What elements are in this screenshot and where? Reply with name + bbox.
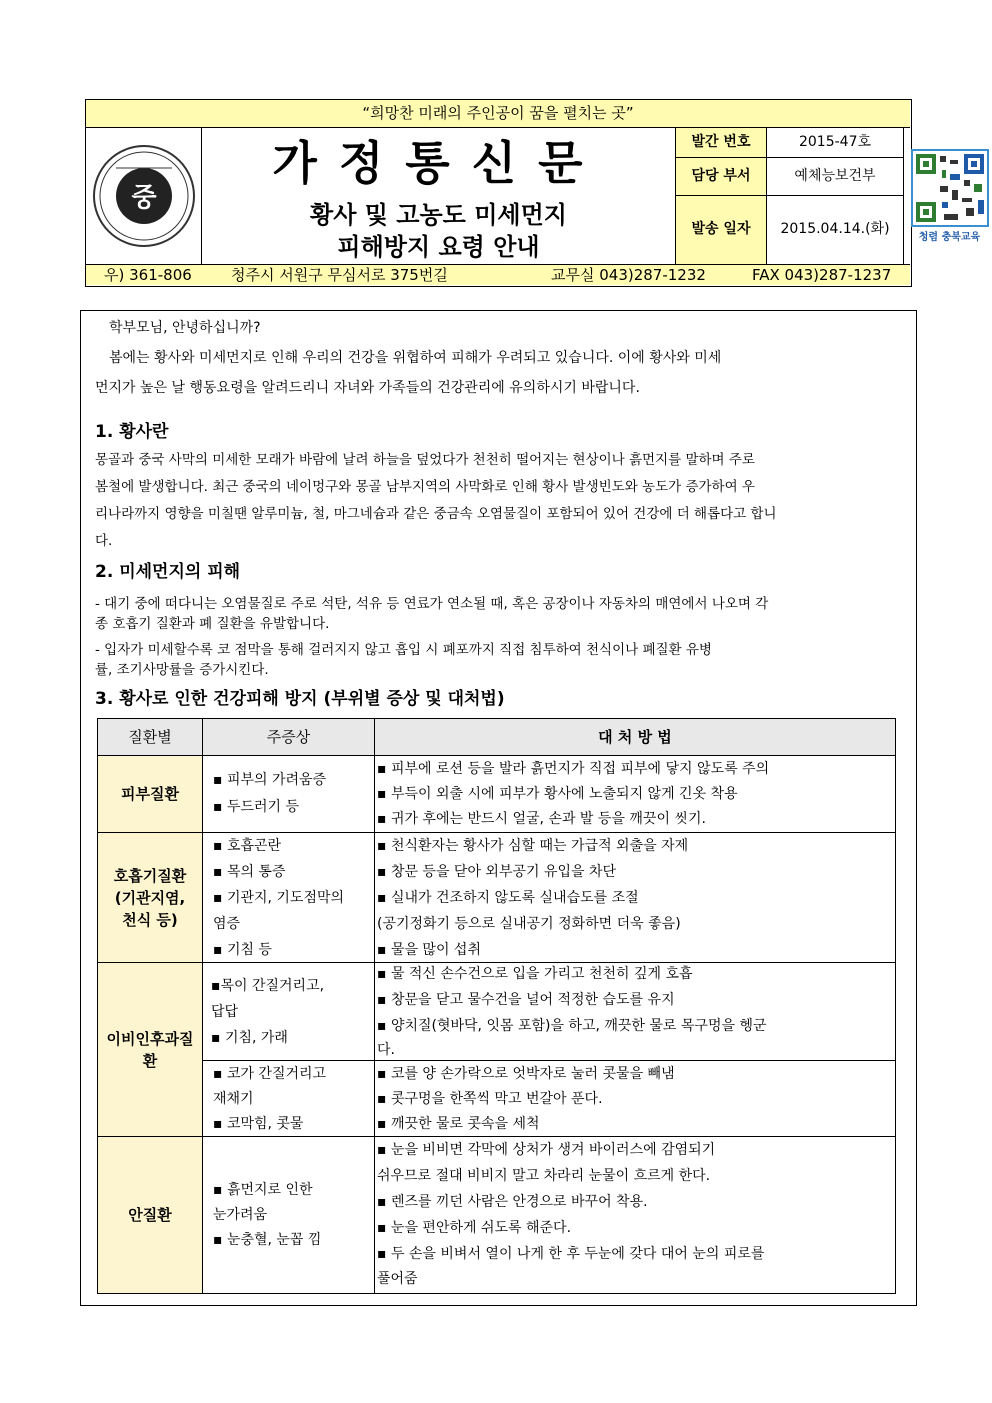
- action-item: ▪ 코를 양 손가락으로 엇박자로 눌러 콧물을 빼냄: [377, 1066, 675, 1082]
- symptom-item: ▪ 흙먼지로 인한: [213, 1182, 313, 1198]
- title-block: [202, 128, 676, 264]
- symptom-item: 답답: [211, 1004, 239, 1020]
- greeting: 학부모님, 안녕하십니까?: [109, 320, 261, 336]
- category-skin: 피부질환: [97, 755, 203, 833]
- postal-code: 우) 361-806: [104, 266, 192, 284]
- symptoms-respiratory: [202, 832, 375, 963]
- intro-line-2: 먼지가 높은 날 행동요령을 알려드리니 자녀와 가족들의 건강관리에 유의하시기 바랍니다.: [95, 380, 640, 396]
- symptom-item: ▪ 호흡곤란: [213, 838, 282, 854]
- department-label: 담당 부서: [676, 158, 767, 196]
- department-value: 예체능보건부: [767, 158, 904, 196]
- qr-code-icon: [904, 128, 992, 238]
- actions-eye: [374, 1136, 896, 1294]
- qr-caption: 청렴 충북교육: [918, 232, 981, 243]
- symptoms-nose: [202, 1060, 375, 1137]
- symptom-item: 눈가려움: [213, 1207, 268, 1223]
- action-item: ▪ 눈을 비비면 각막에 상처가 생겨 바이러스에 감염되기: [377, 1142, 716, 1158]
- category-line: (기관지염,: [114, 888, 186, 907]
- symptom-item: ▪ 기침 등: [213, 942, 272, 958]
- health-measures-table: [97, 718, 897, 1294]
- column-header-actions: 대 처 방 법: [374, 718, 896, 756]
- action-item: ▪ 렌즈를 끼던 사람은 안경으로 바꾸어 착용.: [377, 1194, 648, 1210]
- section-1-line: 다.: [95, 533, 113, 549]
- symptom-item: ▪ 코가 간질거리고: [213, 1066, 327, 1082]
- symptom-item: 염증: [213, 916, 241, 932]
- symptom-item: ▪ 두드러기 등: [213, 799, 300, 815]
- symptoms-skin: [202, 755, 375, 833]
- symptom-item: ▪목이 간질거리고,: [211, 978, 325, 994]
- action-item: ▪ 부득이 외출 시에 피부가 황사에 노출되지 않게 긴옷 착용: [377, 786, 738, 802]
- action-item: ▪ 물을 많이 섭취: [377, 942, 481, 958]
- action-item: ▪ 물 적신 손수건으로 입을 가리고 천천히 깊게 호흡: [377, 966, 693, 982]
- category-line: 이비인후과질: [106, 1029, 194, 1048]
- actions-respiratory: [374, 832, 896, 963]
- contact-footer: [86, 264, 910, 285]
- newsletter-header: [85, 99, 981, 287]
- action-item: ▪ 창문을 닫고 물수건을 널어 적정한 습도를 유지: [377, 992, 675, 1008]
- main-title: 가정통신문: [272, 136, 605, 190]
- section-3-title: 3. 황사로 인한 건강피해 방지 (부위별 증상 및 대처법): [95, 689, 505, 709]
- issue-number-label: 발간 번호: [676, 128, 767, 158]
- sub-title-line-2: 피해방지 요령 안내: [337, 233, 540, 261]
- action-item: ▪ 귀가 후에는 반드시 얼굴, 손과 발 등을 깨끗이 씻기.: [377, 811, 706, 827]
- category-line: 환: [142, 1051, 158, 1070]
- action-item: 다.: [377, 1042, 395, 1058]
- action-item: ▪ 눈을 편안하게 쉬도록 해준다.: [377, 1220, 572, 1236]
- section-2-title: 2. 미세먼지의 피해: [95, 562, 241, 582]
- action-item: ▪ 천식환자는 황사가 심할 때는 가급적 외출을 자제: [377, 838, 689, 854]
- action-item: ▪ 깨끗한 물로 콧속을 세척: [377, 1116, 540, 1132]
- section-2-line: 률, 조기사망률을 증가시킨다.: [95, 662, 269, 678]
- action-item: ▪ 두 손을 비벼서 열이 나게 한 후 두눈에 갖다 대어 눈의 피로를: [377, 1246, 765, 1262]
- category-eye: 안질환: [97, 1136, 203, 1294]
- action-item: ▪ 콧구멍을 한쪽씩 막고 번갈아 푼다.: [377, 1091, 603, 1107]
- symptom-item: ▪ 목의 통증: [213, 864, 286, 880]
- symptom-item: 재채기: [213, 1091, 254, 1107]
- action-item: ▪ 실내가 건조하지 않도록 실내습도를 조절: [377, 890, 639, 906]
- symptoms-eye: [202, 1136, 375, 1294]
- school-slogan: “희망찬 미래의 주인공이 꿈을 펼치는 곳”: [86, 100, 910, 128]
- fax-number: FAX 043)287-1237: [752, 266, 892, 284]
- column-header-symptoms: 주증상: [202, 718, 375, 756]
- intro-line-1: 봄에는 황사와 미세먼지로 인해 우리의 건강을 위협하여 피해가 우려되고 있습니다. 이에 황사와 미세: [109, 350, 722, 366]
- action-item: ▪ 창문 등을 닫아 외부공기 유입을 차단: [377, 864, 617, 880]
- office-phone: 교무실 043)287-1232: [551, 266, 706, 284]
- symptom-item: ▪ 피부의 가려움증: [213, 772, 327, 788]
- symptom-item: ▪ 눈충혈, 눈꼽 낌: [213, 1232, 322, 1248]
- category-line: 호흡기질환: [113, 866, 187, 885]
- action-item: (공기정화기 등으로 실내공기 정화하면 더욱 좋음): [377, 916, 681, 932]
- send-date-value: 2015.04.14.(화): [767, 196, 904, 264]
- action-item: ▪ 양치질(혓바닥, 잇몸 포함)을 하고, 깨끗한 물로 목구멍을 헹군: [377, 1018, 767, 1034]
- action-item: 풀어줌: [377, 1271, 418, 1287]
- section-1-line: 봄철에 발생합니다. 최근 중국의 네이멍구와 몽골 남부지역의 사막화로 인해 황사 발생빈도와 농도가 증가하여 우: [95, 479, 755, 495]
- section-2-line: - 대기 중에 떠다니는 오염물질로 주로 석탄, 석유 등 연료가 연소될 때, 혹은 공장이나 자동차의 매연에서 나오며 각: [95, 596, 769, 612]
- sub-title-line-1: 황사 및 고농도 미세먼지: [310, 201, 567, 229]
- column-header-disease: 질환별: [97, 718, 203, 756]
- symptoms-throat: [202, 962, 375, 1061]
- category-respiratory: [97, 832, 203, 963]
- section-1-title: 1. 황사란: [95, 422, 169, 442]
- school-address: 청주시 서원구 무심서로 375번길: [231, 266, 448, 284]
- qr-code-block: [904, 128, 992, 264]
- category-line: 천식 등): [122, 910, 178, 929]
- section-2-line: 종 호흡기 질환과 폐 질환을 유발합니다.: [95, 616, 330, 632]
- send-date-label: 발송 일자: [676, 196, 767, 264]
- issue-number-value: 2015-47호: [767, 128, 904, 158]
- actions-skin: [374, 755, 896, 833]
- actions-throat: [374, 962, 896, 1061]
- logo-center-text: 중: [131, 183, 157, 213]
- symptom-item: ▪ 기관지, 기도점막의: [213, 890, 345, 906]
- action-item: 쉬우므로 절대 비비지 말고 차라리 눈물이 흐르게 한다.: [377, 1168, 711, 1184]
- symptom-item: ▪ 코막힘, 콧물: [213, 1116, 304, 1132]
- action-item: ▪ 피부에 로션 등을 발라 흙먼지가 직접 피부에 닿지 않도록 주의: [377, 761, 770, 777]
- category-ent: [97, 962, 203, 1137]
- school-emblem-icon: [86, 128, 202, 264]
- section-1-line: 리나라까지 영향을 미칠땐 알루미늄, 철, 마그네슘과 같은 중금속 오염물질이 포함되어 있어 건강에 더 해롭다고 합니: [95, 506, 777, 522]
- section-1-line: 몽골과 중국 사막의 미세한 모래가 바람에 날려 하늘을 덮었다가 천천히 떨어지는 현상이나 흙먼지를 말하며 주로: [95, 452, 755, 468]
- school-logo: [86, 128, 202, 264]
- actions-nose: [374, 1060, 896, 1137]
- section-2-line: - 입자가 미세할수록 코 점막을 통해 걸러지지 않고 흡입 시 폐포까지 직접 침투하여 천식이나 폐질환 유병: [95, 642, 712, 658]
- symptom-item: ▪ 기침, 가래: [211, 1030, 288, 1046]
